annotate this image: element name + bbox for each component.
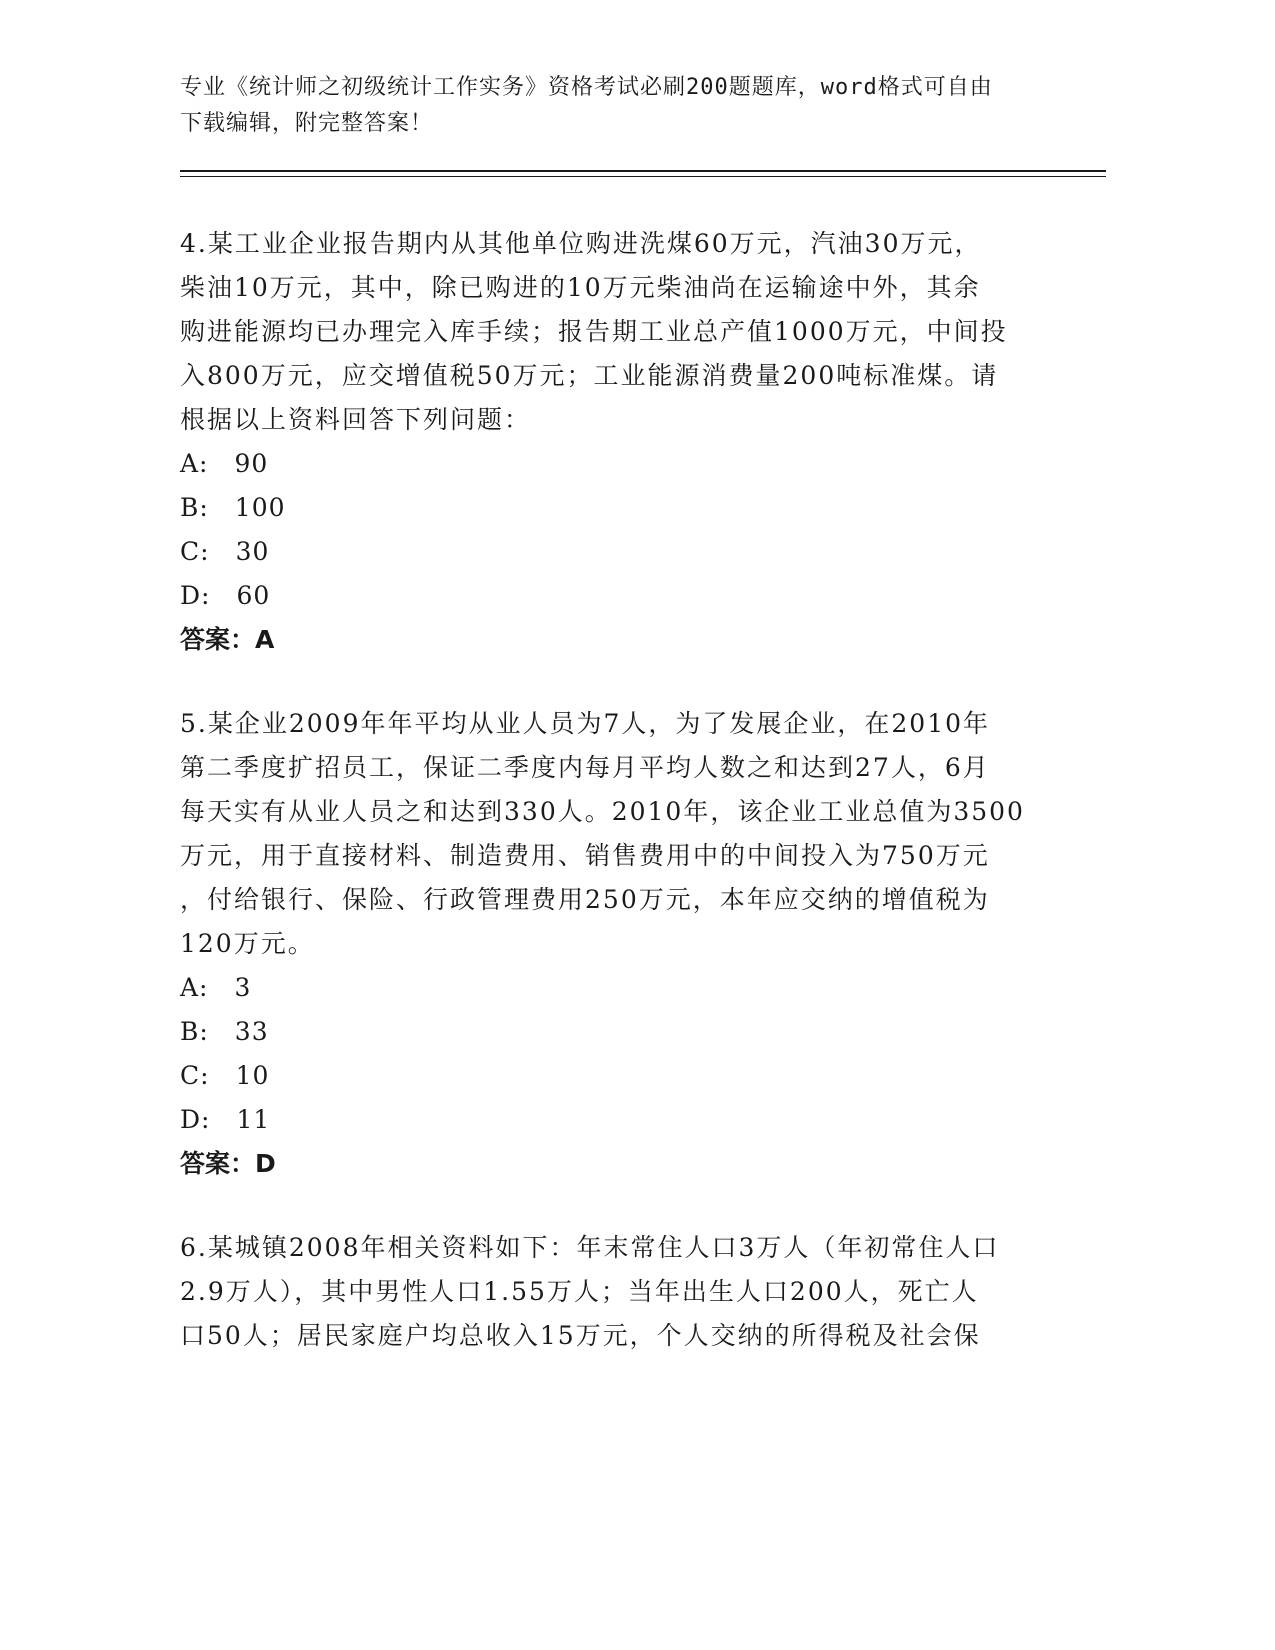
option-b bbox=[180, 486, 1060, 530]
option-d bbox=[180, 1098, 1060, 1142]
option-letter: B: bbox=[180, 1017, 209, 1046]
option-value: 100 bbox=[234, 493, 286, 522]
option-c bbox=[180, 1054, 1060, 1098]
question-stem-line: 5.某企业2009年年平均从业人员为7人，为了发展企业，在2010年 bbox=[180, 709, 991, 738]
header-divider-thick bbox=[180, 170, 1106, 172]
option-d bbox=[180, 574, 1060, 618]
question-stem-line: 购进能源均已办理完入库手续；报告期工业总产值1000万元，中间投 bbox=[180, 317, 1008, 346]
option-letter: D: bbox=[180, 1105, 211, 1134]
option-letter: A: bbox=[180, 449, 209, 478]
question-stem-line: 根据以上资料回答下列问题： bbox=[180, 405, 532, 434]
option-letter: C: bbox=[180, 1061, 210, 1090]
option-value: 10 bbox=[235, 1061, 270, 1090]
header-line-1: 专业《统计师之初级统计工作实务》资格考试必刷200题题库，word格式可自由 bbox=[180, 75, 993, 100]
option-value: 60 bbox=[236, 581, 271, 610]
question-4 bbox=[180, 222, 1060, 662]
option-value: 33 bbox=[234, 1017, 269, 1046]
answer-line: 答案：A bbox=[180, 625, 275, 654]
option-a bbox=[180, 442, 1060, 486]
option-value: 30 bbox=[235, 537, 270, 566]
question-stem-line: 2.9万人），其中男性人口1.55万人；当年出生人口200人，死亡人 bbox=[180, 1277, 979, 1306]
option-value: 90 bbox=[234, 449, 269, 478]
question-stem-line: 6.某城镇2008年相关资料如下：年末常住人口3万人（年初常住人口 bbox=[180, 1233, 1000, 1262]
question-stem-line: 入800万元，应交增值税50万元；工业能源消费量200吨标准煤。请 bbox=[180, 361, 999, 390]
question-stem-line: 4.某工业企业报告期内从其他单位购进洗煤60万元，汽油30万元， bbox=[180, 229, 982, 258]
option-letter: C: bbox=[180, 537, 210, 566]
question-stem-line: 口50人；居民家庭户均总收入15万元，个人交纳的所得税及社会保 bbox=[180, 1321, 981, 1350]
option-letter: D: bbox=[180, 581, 211, 610]
question-stem-line: 万元，用于直接材料、制造费用、销售费用中的中间投入为750万元 bbox=[180, 841, 990, 870]
option-b bbox=[180, 1010, 1060, 1054]
option-a bbox=[180, 966, 1060, 1010]
question-stem-line: ，付给银行、保险、行政管理费用250万元，本年应交纳的增值税为 bbox=[180, 885, 990, 914]
option-c bbox=[180, 530, 1060, 574]
question-stem-line: 第二季度扩招员工，保证二季度内每月平均人数之和达到27人，6月 bbox=[180, 753, 990, 782]
question-6 bbox=[180, 1226, 1060, 1358]
option-letter: A: bbox=[180, 973, 209, 1002]
option-value: 3 bbox=[234, 973, 252, 1002]
header-line-2: 下载编辑，附完整答案！ bbox=[180, 111, 434, 136]
option-letter: B: bbox=[180, 493, 209, 522]
question-stem-line: 每天实有从业人员之和达到330人。2010年，该企业工业总值为3500 bbox=[180, 797, 1025, 826]
document-header bbox=[180, 70, 1060, 142]
question-stem-line: 120万元。 bbox=[180, 929, 315, 958]
question-stem-line: 柴油10万元，其中，除已购进的10万元柴油尚在运输途中外，其余 bbox=[180, 273, 981, 302]
answer-line: 答案：D bbox=[180, 1149, 276, 1178]
question-5 bbox=[180, 702, 1060, 1186]
option-value: 11 bbox=[236, 1105, 271, 1134]
header-divider-thin bbox=[180, 176, 1106, 177]
